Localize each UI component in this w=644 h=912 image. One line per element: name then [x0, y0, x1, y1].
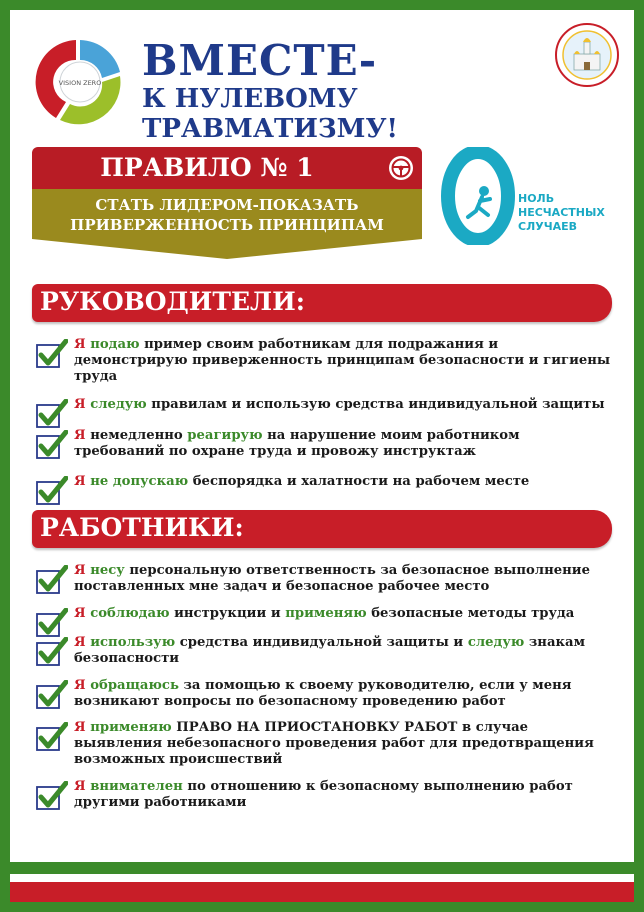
managers-item — [36, 428, 611, 460]
workers-item — [36, 720, 611, 768]
item-verb: обращаюсь — [85, 678, 179, 693]
vision-zero-logo — [30, 32, 130, 132]
item-verb: несу — [85, 563, 125, 578]
zero-digit-icon — [440, 147, 516, 245]
item-rest: по отношению к безопасному выполнению работ другими работниками — [74, 779, 573, 810]
managers-item — [36, 474, 611, 490]
checkmark-icon — [36, 476, 68, 506]
item-ya: Я — [74, 474, 86, 489]
rule-banner — [32, 147, 422, 259]
workers-item — [36, 635, 611, 667]
header — [30, 30, 620, 144]
workers-heading: РАБОТНИКИ: — [40, 513, 244, 542]
zero-logo-line2: НЕСЧАСТНЫХ — [518, 206, 605, 219]
workers-item — [36, 606, 611, 622]
item-verb: не допускаю — [85, 474, 189, 489]
zero-logo-text — [518, 192, 605, 234]
item-rest: пример своим работникам для подражания и демонстрирую приверженность принципам безопасности и гигиены труда — [74, 337, 611, 384]
item-ya: Я — [74, 779, 86, 794]
managers-list — [36, 337, 611, 490]
steering-wheel-icon — [388, 155, 414, 181]
item-verb: внимателен — [85, 779, 183, 794]
item-rest: правилам и использую средства индивидуальной защиты — [146, 397, 605, 412]
checkmark-icon — [36, 565, 68, 595]
title-line1: ВМЕСТЕ- — [142, 36, 378, 85]
checkmark-icon — [36, 430, 68, 460]
managers-heading-bar — [32, 284, 612, 322]
item-ya: Я — [74, 397, 86, 412]
church-emblem-icon — [554, 22, 620, 88]
managers-item — [36, 397, 611, 413]
workers-item — [36, 563, 611, 595]
item-rest: за помощью к своему руководителю, если у меня возникают вопросы по безопасному проведению работ — [74, 678, 572, 709]
item-ya: Я — [74, 337, 86, 352]
item-verb: подаю — [85, 337, 140, 352]
checkmark-icon — [36, 680, 68, 710]
rule-title: ПРАВИЛО № 1 — [100, 153, 314, 182]
workers-heading-bar — [32, 510, 612, 548]
item-verb: соблюдаю — [85, 606, 170, 621]
checkmark-icon — [36, 637, 68, 667]
poster-title — [142, 38, 620, 144]
rule-subtitle-line2: ПРИВЕРЖЕННОСТЬ ПРИНЦИПАМ — [70, 216, 384, 234]
item-ya: Я — [74, 563, 86, 578]
item-ya: Я — [74, 606, 86, 621]
item-pre: немедленно — [85, 428, 188, 443]
item-ya: Я — [74, 635, 86, 650]
checkmark-icon — [36, 781, 68, 811]
item-rest: безопасные методы труда — [366, 606, 575, 621]
item-ya: Я — [74, 678, 86, 693]
item-ya: Я — [74, 428, 86, 443]
rule-title-bar — [32, 147, 422, 189]
zero-accidents-logo — [440, 147, 630, 247]
checkmark-icon — [36, 339, 68, 369]
item-verb: реагирую — [187, 428, 263, 443]
item-rest: ПРАВО НА ПРИОСТАНОВКУ РАБОТ в случае выявления небезопасного проведения работ для предотвращения возможных происшествий — [74, 720, 594, 767]
item-rest: беспорядка и халатности на рабочем месте — [188, 474, 530, 489]
checkmark-icon — [36, 399, 68, 429]
managers-item — [36, 337, 611, 385]
rule-subtitle — [32, 189, 422, 259]
managers-heading: РУКОВОДИТЕЛИ: — [40, 287, 305, 316]
checkmark-icon — [36, 608, 68, 638]
item-verb: применяю — [85, 720, 172, 735]
item-mid: средства индивидуальной защиты и — [175, 635, 468, 650]
item-rest: на нарушение моим работником требований по охране труда и провожу инструктаж — [74, 428, 520, 459]
item-rest: персональную ответственность за безопасное выполнение поставленных мне задач и безопасное рабочее место — [74, 563, 590, 594]
workers-item — [36, 779, 611, 811]
item-verb2: следую — [467, 635, 525, 650]
zero-logo-line1: НОЛЬ — [518, 192, 555, 205]
item-verb2: применяю — [285, 606, 367, 621]
item-verb: использую — [85, 635, 176, 650]
rule-subtitle-line1: СТАТЬ ЛИДЕРОМ-ПОКАЗАТЬ — [95, 196, 359, 214]
checkmark-icon — [36, 722, 68, 752]
title-line2: К НУЛЕВОМУ ТРАВМАТИЗМУ! — [142, 84, 398, 144]
item-verb: следую — [85, 397, 147, 412]
workers-list — [36, 563, 611, 811]
item-ya: Я — [74, 720, 86, 735]
item-mid: инструкции и — [169, 606, 286, 621]
workers-item — [36, 678, 611, 710]
item-rest: знакам безопасности — [74, 635, 586, 666]
zero-logo-line3: СЛУЧАЕВ — [518, 220, 577, 233]
logo-center-text: VISION ZERO — [58, 79, 102, 87]
bottom-stripes — [0, 862, 644, 912]
